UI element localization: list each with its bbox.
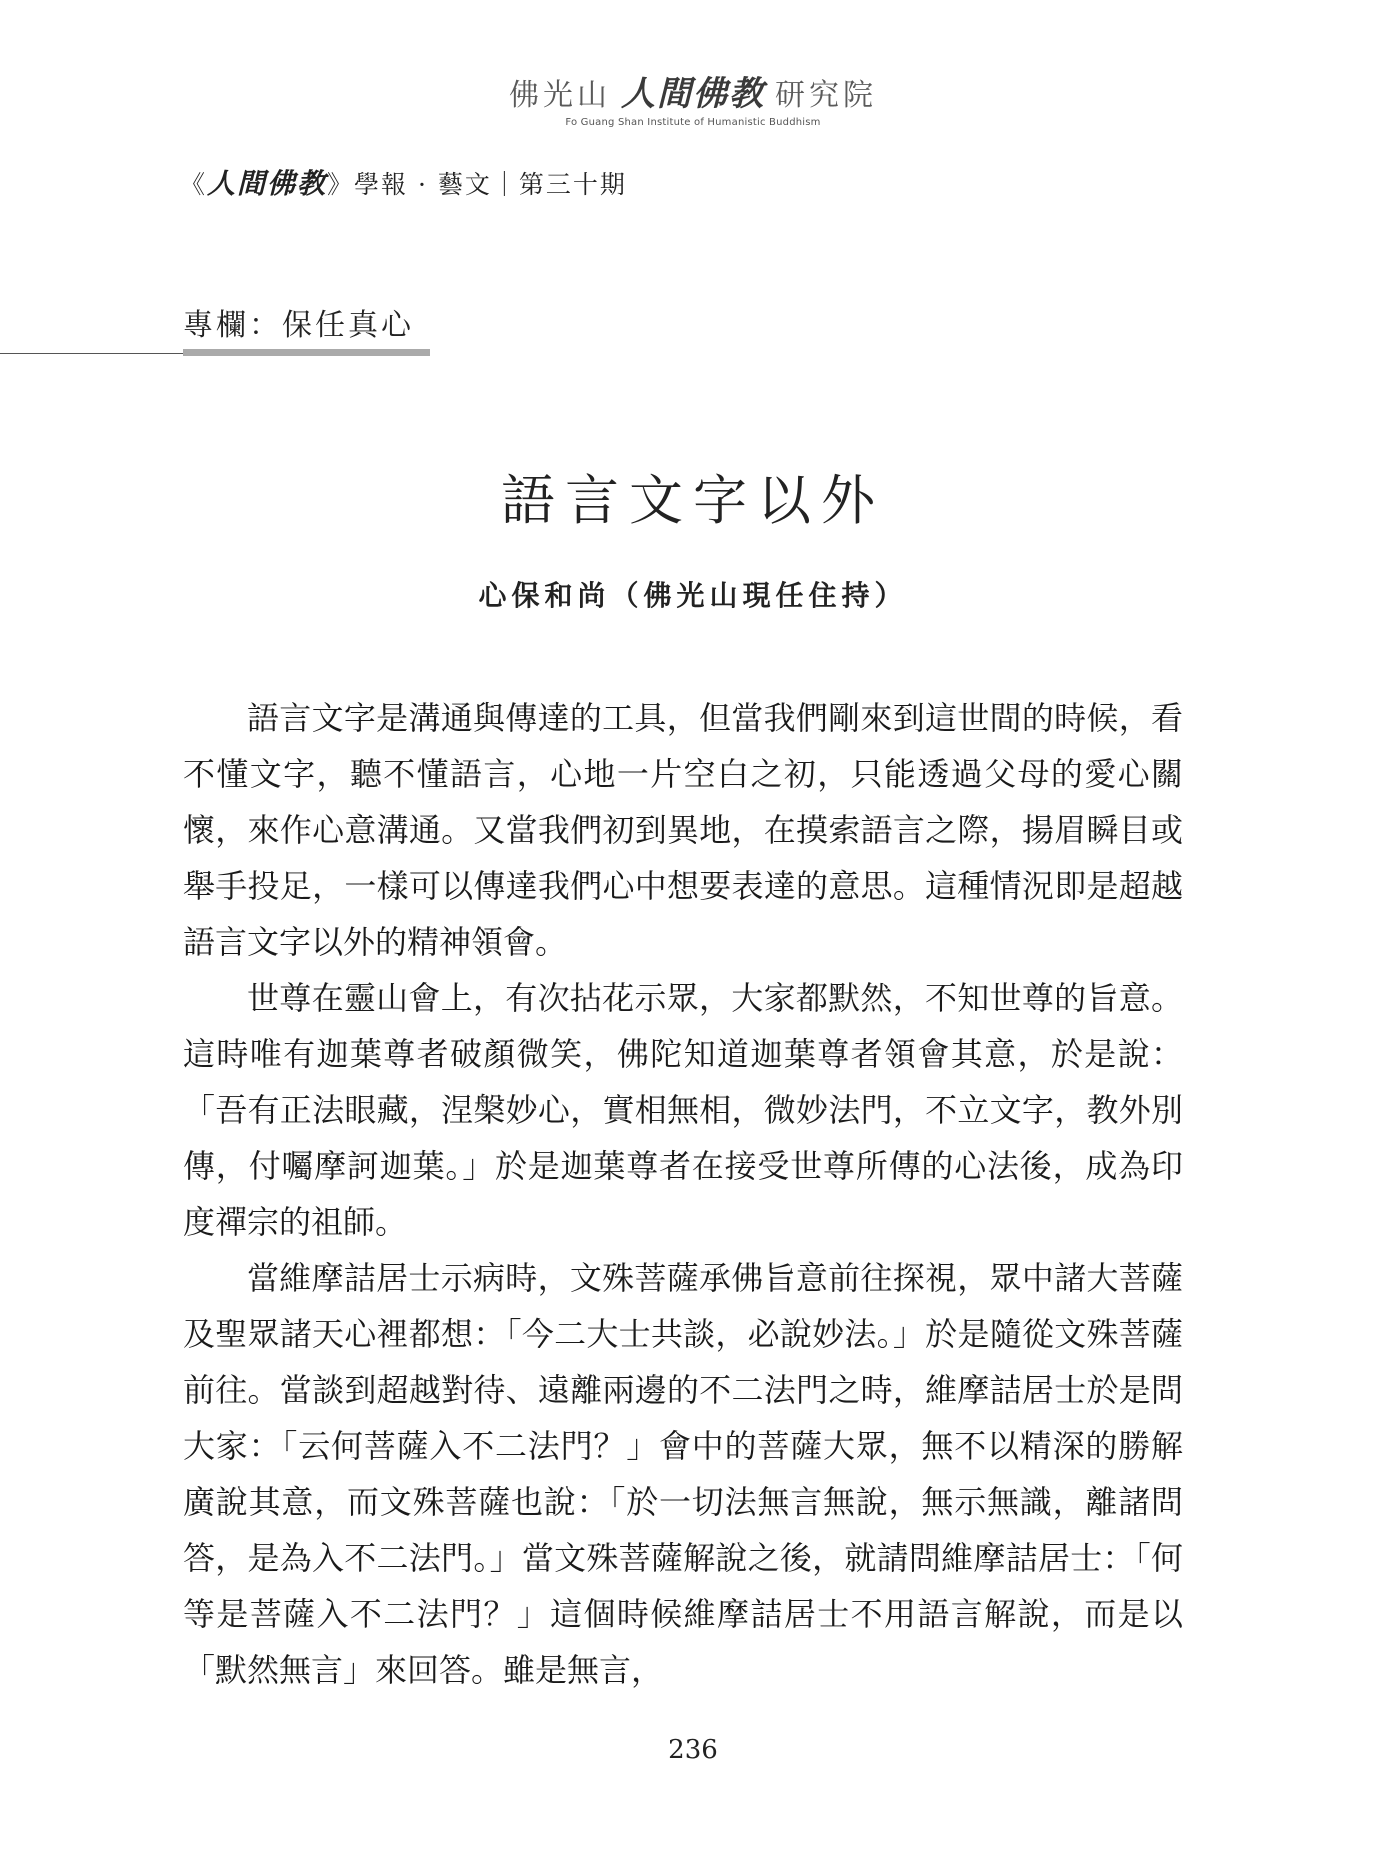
institute-logo: 人間佛教: [621, 74, 765, 114]
page-number: 236: [668, 1735, 718, 1765]
column-title: 專欄：保任真心: [183, 308, 414, 343]
body-paragraph: 世尊在靈山會上，有次拈花示眾，大家都默然，不知世尊的旨意。這時唯有迦葉尊者破顏微笑，佛陀知道迦葉尊者領會其意，於是說：「吾有正法眼藏，涅槃妙心，實相無相，微妙法門，不立文字，教外別傳，付囑摩訶迦葉。」於是迦葉尊者在接受世尊所傳的心法後，成為印度禪宗的祖師。: [183, 979, 1183, 1241]
journal-issue: 》學報 · 藝文｜第三十期: [327, 170, 627, 199]
article-author: 心保和尚（佛光山現任住持）: [478, 579, 908, 612]
body-paragraph: 語言文字是溝通與傳達的工具，但當我們剛來到這世間的時候，看不懂文字，聽不懂語言，心地一片空白之初，只能透過父母的愛心關懷，來作心意溝通。又當我們初到異地，在摸索語言之際，揚眉瞬目或舉手投足，一樣可以傳達我們心中想要表達的意思。這種情況即是超越語言文字以外的精神領會。: [183, 699, 1183, 961]
article-title: 語言文字以外: [501, 469, 885, 532]
institute-prefix: 佛光山: [509, 78, 611, 113]
journal-running-head: [180, 162, 627, 202]
journal-open-bracket: 《: [180, 170, 208, 199]
institute-suffix: 研究院: [775, 78, 877, 113]
institute-header: [0, 66, 1386, 128]
journal-logo: 人間佛教: [207, 167, 328, 200]
column-underline: [183, 349, 430, 356]
body-paragraph: 當維摩詰居士示病時，文殊菩薩承佛旨意前往探視，眾中諸大菩薩及聖眾諸天心裡都想：「今二大士共談，必說妙法。」於是隨從文殊菩薩前往。當談到超越對待、遠離兩邊的不二法門之時，維摩詰居士於是問大家：「云何菩薩入不二法門？」會中的菩薩大眾，無不以精深的勝解廣說其意，而文殊菩薩也說：「於一切法無言無說，無示無識，離諸問答，是為入不二法門。」當文殊菩薩解說之後，就請問維摩詰居士：「何等是菩薩入不二法門？」這個時候維摩詰居士不用語言解說，而是以「默然無言」來回答。雖是無言，: [183, 1259, 1183, 1689]
institute-english-name: Fo Guang Shan Institute of Humanistic Buddhism: [565, 117, 821, 128]
institute-name: [509, 66, 877, 115]
article-body: [183, 690, 1183, 1698]
